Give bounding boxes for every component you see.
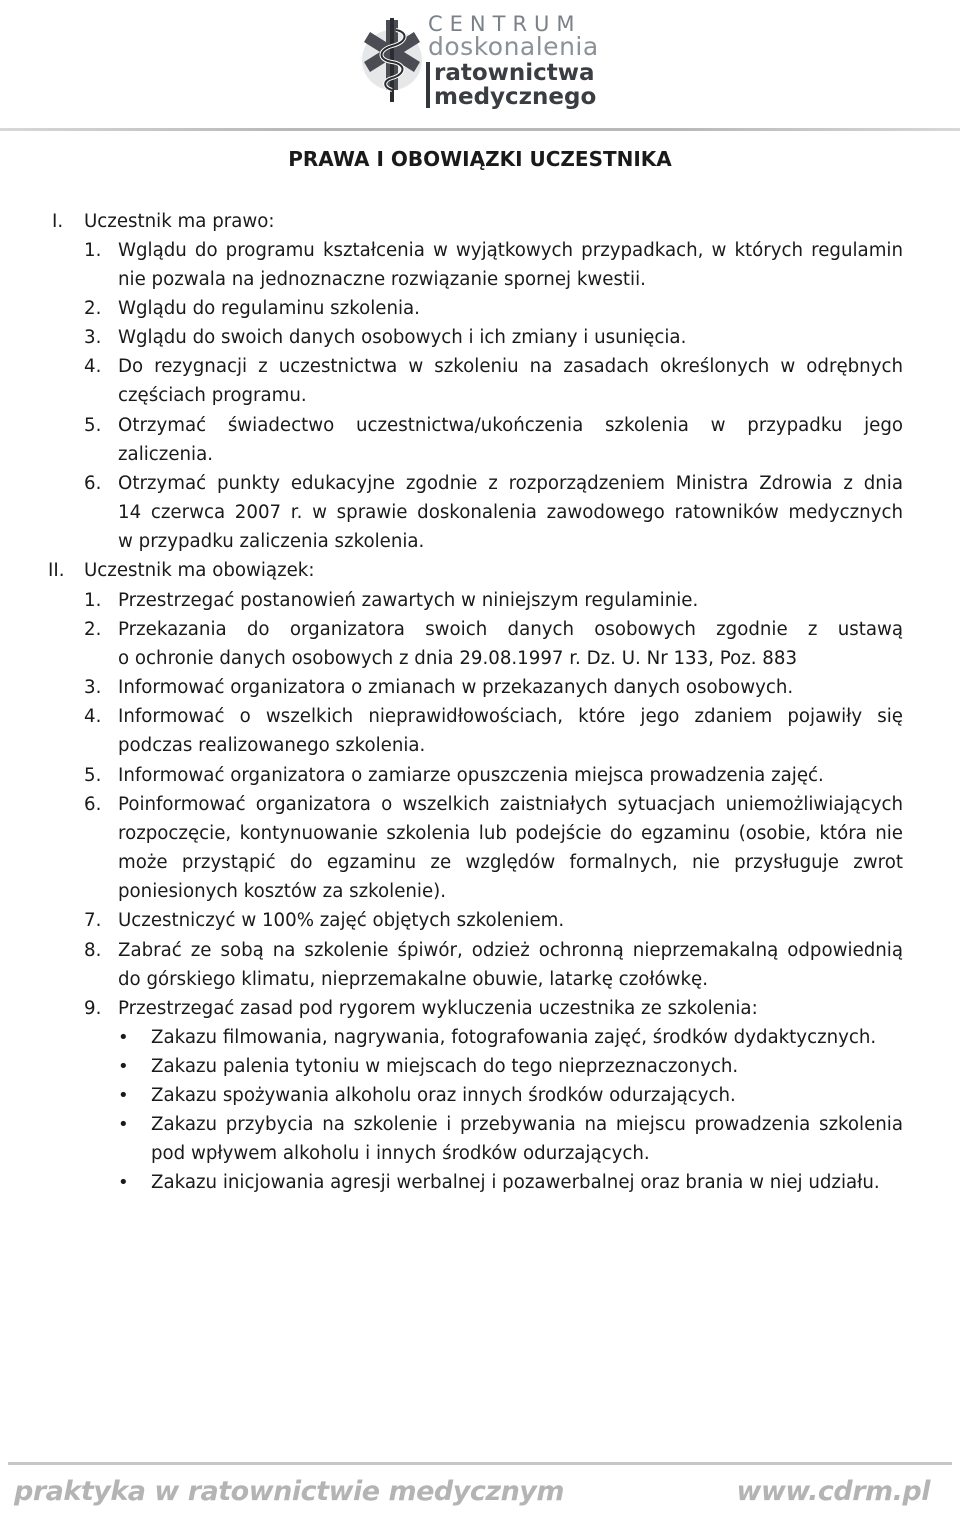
rights-item-line: Otrzymać świadectwo uczestnictwa/ukończenia szkolenia w przypadku jego [118, 415, 903, 436]
logo [356, 8, 599, 110]
prohibition-item-line: Zakazu palenia tytoniu w miejscach do tego nieprzeznaczonych. [151, 1056, 739, 1077]
duties-item-number: 6. [84, 794, 102, 815]
duties-item-line: Przestrzegać zasad pod rygorem wykluczenia uczestnika ze szkolenia: [118, 998, 758, 1019]
duties-item-line: rozpoczęcie, kontynuowanie szkolenia lub podejście do egzaminu (osobie, która nie [118, 823, 903, 844]
prohibition-item-line: Zakazu inicjowania agresji werbalnej i pozawerbalnej oraz brania w niej udziału. [151, 1172, 880, 1193]
section-1-heading: Uczestnik ma prawo: [84, 211, 275, 232]
bullet-icon: • [118, 1085, 129, 1106]
duties-item-line: Informować o wszelkich nieprawidłowościach, które jego zdaniem pojawiły się [118, 706, 903, 727]
logo-line-centrum: CENTRUM [428, 12, 582, 36]
rights-item-number: 5. [84, 415, 102, 436]
prohibition-item-line: Zakazu przybycia na szkolenie i przebywania na miejscu prowadzenia szkolenia [151, 1114, 903, 1135]
duties-item-line: podczas realizowanego szkolenia. [118, 735, 426, 756]
star-of-life-logo-icon [356, 8, 426, 108]
footer-website-link[interactable]: www.cdrm.pl [736, 1476, 930, 1507]
prohibition-item-line: Zakazu filmowania, nagrywania, fotografowania zajęć, środków dydaktycznych. [151, 1027, 877, 1048]
duties-item-number: 2. [84, 619, 102, 640]
duties-item-line: o ochronie danych osobowych z dnia 29.08.1997 r. Dz. U. Nr 133, Poz. 883 [118, 648, 798, 669]
duties-item-number: 3. [84, 677, 102, 698]
bullet-icon: • [118, 1172, 129, 1193]
duties-item-number: 1. [84, 590, 102, 611]
header-divider [0, 128, 960, 131]
rights-item-line: Do rezygnacji z uczestnictwa w szkoleniu na zasadach określonych w odrębnych [118, 356, 903, 377]
logo-line-medycznego: medycznego [434, 84, 597, 110]
duties-item-number: 7. [84, 910, 102, 931]
rights-item-number: 6. [84, 473, 102, 494]
rights-item-line: Otrzymać punkty edukacyjne zgodnie z rozporządzeniem Ministra Zdrowia z dnia [118, 473, 903, 494]
prohibition-item-line: Zakazu spożywania alkoholu oraz innych środków odurzających. [151, 1085, 736, 1106]
duties-item-number: 8. [84, 940, 102, 961]
duties-item-line: poniesionych kosztów za szkolenie). [118, 881, 447, 902]
document-title: PRAWA I OBOWIĄZKI UCZESTNIKA [288, 147, 672, 171]
duties-item-line: może przystąpić do egzaminu ze względów formalnych, nie przysługuje zwrot [118, 852, 903, 873]
logo-accent-bar [426, 62, 430, 108]
footer-tagline: praktyka w ratownictwie medycznym [14, 1476, 565, 1507]
rights-item-number: 1. [84, 240, 102, 261]
section-2-heading: Uczestnik ma obowiązek: [84, 560, 315, 581]
rights-item-number: 2. [84, 298, 102, 319]
rights-item-number: 4. [84, 356, 102, 377]
duties-item-line: Przestrzegać postanowień zawartych w niniejszym regulaminie. [118, 590, 699, 611]
rights-item-line: Wglądu do regulaminu szkolenia. [118, 298, 420, 319]
rights-item-number: 3. [84, 327, 102, 348]
rights-item-line: częściach programu. [118, 385, 307, 406]
duties-item-line: Informować organizatora o zamiarze opuszczenia miejsca prowadzenia zajęć. [118, 765, 824, 786]
logo-line-doskonalenia: doskonalenia [428, 32, 599, 61]
duties-item-line: Zabrać ze sobą na szkolenie śpiwór, odzież ochronną nieprzemakalną odpowiednią [118, 940, 903, 961]
duties-item-line: Uczestniczyć w 100% zajęć objętych szkoleniem. [118, 910, 565, 931]
rights-item-line: Wglądu do swoich danych osobowych i ich zmiany i usunięcia. [118, 327, 687, 348]
logo-line-ratownictwa: ratownictwa [434, 60, 595, 86]
duties-item-line: do górskiego klimatu, nieprzemakalne obuwie, latarkę czołówkę. [118, 969, 709, 990]
duties-item-line: Informować organizatora o zmianach w przekazanych danych osobowych. [118, 677, 794, 698]
rights-item-line: 14 czerwca 2007 r. w sprawie doskonalenia zawodowego ratowników medycznych [118, 502, 903, 523]
duties-item-number: 4. [84, 706, 102, 727]
footer-divider [8, 1462, 952, 1465]
prohibition-item-line: pod wpływem alkoholu i innych środków odurzających. [151, 1143, 650, 1164]
duties-item-number: 9. [84, 998, 102, 1019]
rights-item-line: zaliczenia. [118, 444, 214, 465]
section-1-numeral: I. [52, 211, 64, 232]
bullet-icon: • [118, 1056, 129, 1077]
duties-item-line: Poinformować organizatora o wszelkich zaistniałych sytuacjach uniemożliwiających [118, 794, 903, 815]
duties-item-line: Przekazania do organizatora swoich danych osobowych zgodnie z ustawą [118, 619, 903, 640]
bullet-icon: • [118, 1027, 129, 1048]
section-2-numeral: II. [48, 560, 65, 581]
bullet-icon: • [118, 1114, 129, 1135]
duties-item-number: 5. [84, 765, 102, 786]
rights-item-line: w przypadku zaliczenia szkolenia. [118, 531, 425, 552]
rights-item-line: nie pozwala na jednoznaczne rozwiązanie spornej kwestii. [118, 269, 646, 290]
rights-item-line: Wglądu do programu kształcenia w wyjątkowych przypadkach, w których regulamin [118, 240, 903, 261]
